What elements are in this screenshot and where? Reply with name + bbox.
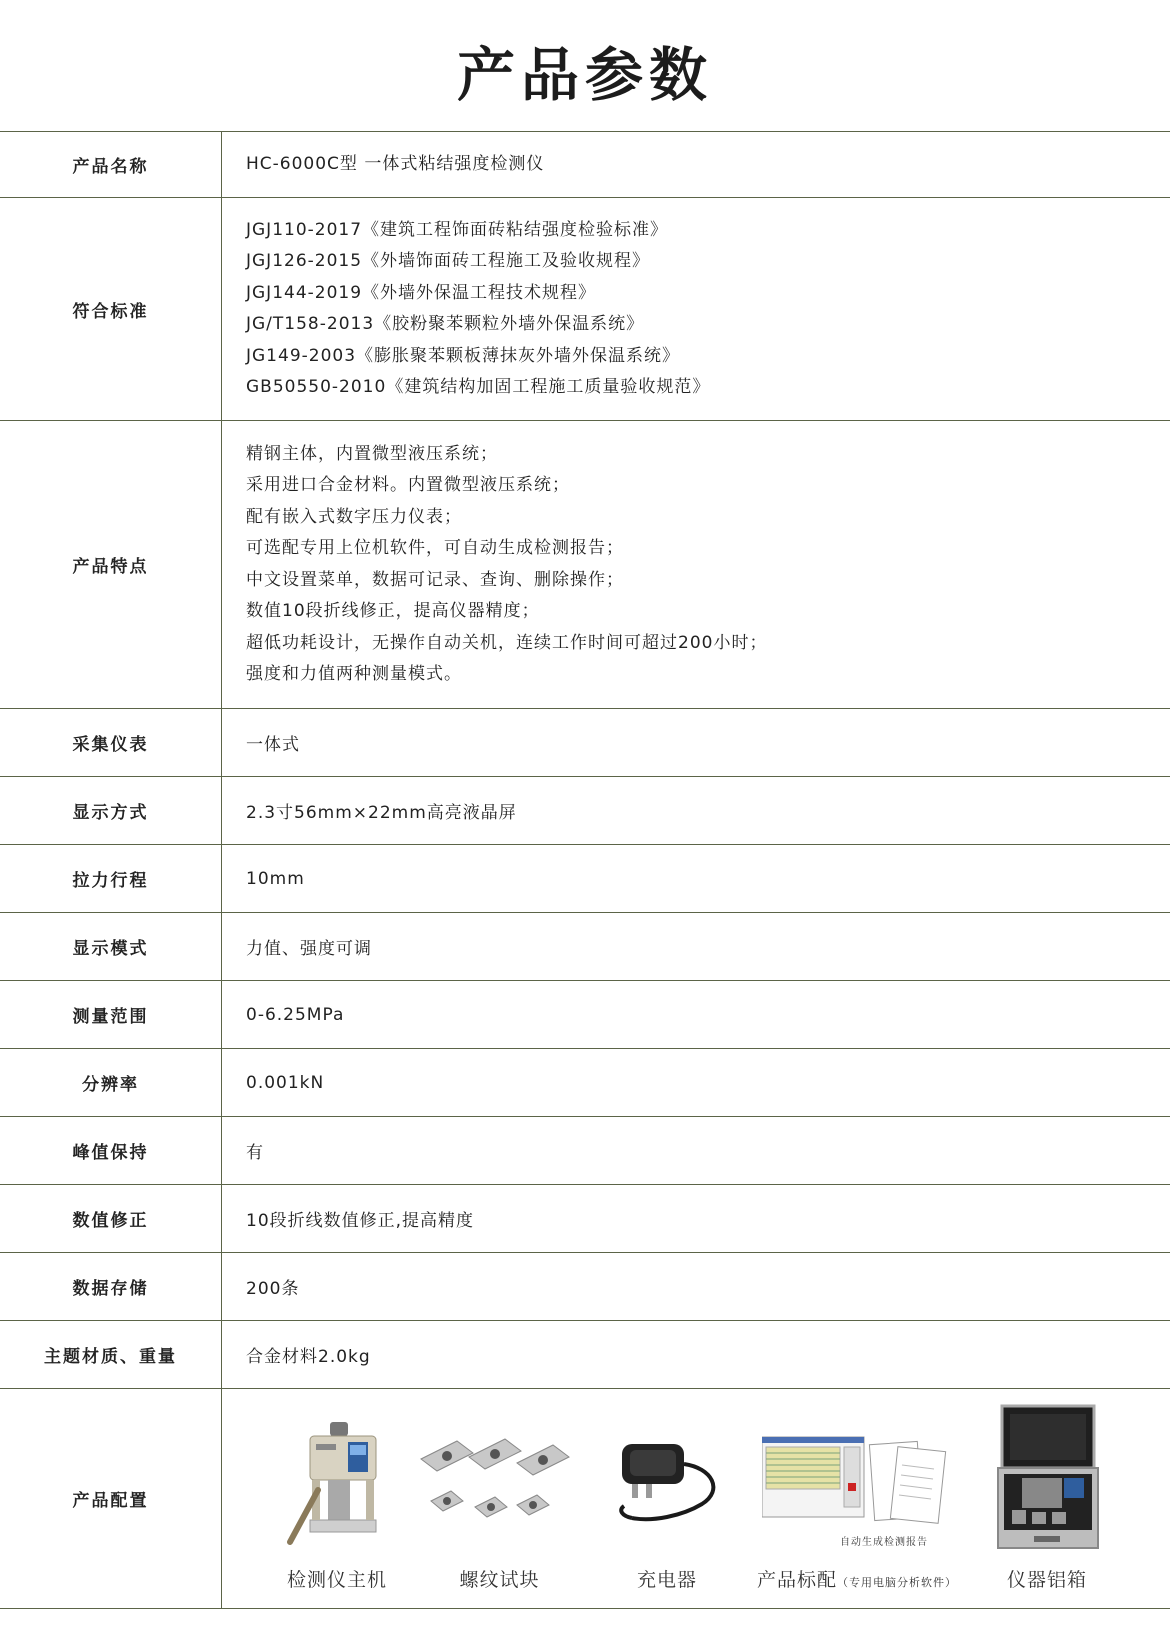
row-label: 数值修正 [0, 1185, 222, 1253]
row-value [222, 132, 1170, 198]
table-row [0, 421, 1170, 709]
value-line: 可选配专用上位机软件，可自动生成检测报告； [246, 538, 624, 558]
row-value: 200条 [222, 1253, 1170, 1321]
row-value: 合金材料2.0kg [222, 1321, 1170, 1389]
table-row [0, 913, 1170, 981]
value-line: JG149-2003《膨胀聚苯颗板薄抹灰外墙外保温系统》 [246, 345, 681, 366]
row-label: 采集仪表 [0, 709, 222, 777]
row-label: 主题材质、重量 [0, 1321, 222, 1389]
config-item-name: 充电器 [636, 1568, 697, 1591]
config-item [982, 1390, 1112, 1608]
row-label: 分辨率 [0, 1049, 222, 1117]
table-row [0, 845, 1170, 913]
table-row [0, 777, 1170, 845]
config-item-caption: 自动生成检测报告 [840, 1536, 928, 1548]
table-row [0, 1253, 1170, 1321]
row-label: 符合标准 [0, 198, 222, 421]
config-item-name: 检测仪主机 [286, 1568, 387, 1591]
row-value: 力值、强度可调 [222, 913, 1170, 981]
config-item [267, 1390, 407, 1608]
row-label: 显示方式 [0, 777, 222, 845]
row-value: 0.001kN [222, 1049, 1170, 1117]
config-item [412, 1390, 587, 1608]
table-row [0, 1185, 1170, 1253]
value-line: GB50550-2010《建筑结构加固工程施工质量验收规范》 [246, 377, 711, 397]
row-value [222, 198, 1170, 421]
value-line: 配有嵌入式数字压力仪表； [246, 506, 462, 527]
value-line: JGJ110-2017《建筑工程饰面砖粘结强度检验标准》 [246, 219, 669, 240]
row-label: 产品配置 [0, 1389, 222, 1609]
page-title: 产品参数 [456, 41, 713, 109]
value-line: 数值10段折线修正，提高仪器精度； [246, 601, 540, 621]
charger-icon [612, 1440, 727, 1530]
table-row [0, 709, 1170, 777]
value-line: 精钢主体，内置微型液压系统； [246, 443, 498, 464]
row-value: 有 [222, 1117, 1170, 1185]
aluminum-case-icon [992, 1404, 1102, 1554]
row-label: 产品名称 [0, 132, 222, 198]
config-item [742, 1390, 972, 1608]
value-line: JG/T158-2013《胶粉聚苯颗粒外墙外保温系统》 [246, 314, 645, 334]
threaded-blocks-icon [417, 1435, 582, 1545]
table-row [0, 132, 1170, 198]
table-row [0, 1389, 1170, 1609]
row-label: 数据存储 [0, 1253, 222, 1321]
row-value [222, 421, 1170, 709]
table-row [0, 1117, 1170, 1185]
value-line: JGJ144-2019《外墙外保温工程技术规程》 [246, 282, 597, 303]
config-item [592, 1390, 742, 1608]
value-line: 超低功耗设计，无操作自动关机，连续工作时间可超过200小时； [246, 632, 768, 653]
config-item-note: （专用电脑分析软件） [837, 1575, 957, 1589]
row-label: 峰值保持 [0, 1117, 222, 1185]
value-line: 中文设置菜单，数据可记录、查询、删除操作； [246, 569, 624, 590]
row-label: 产品特点 [0, 421, 222, 709]
row-value: 一体式 [222, 709, 1170, 777]
row-value: 2.3寸56mm×22mm高亮液晶屏 [222, 777, 1170, 845]
table-row [0, 1321, 1170, 1389]
software-report-icon [762, 1435, 952, 1525]
config-item-name: 产品标配（专用电脑分析软件） [756, 1568, 957, 1591]
config-cell [222, 1389, 1170, 1609]
config-item-name: 仪器铝箱 [1006, 1568, 1087, 1591]
spec-table [0, 131, 1170, 1609]
table-row [0, 198, 1170, 421]
row-value: 0-6.25MPa [222, 981, 1170, 1049]
row-label: 测量范围 [0, 981, 222, 1049]
table-row [0, 1049, 1170, 1117]
row-value: 10段折线数值修正,提高精度 [222, 1185, 1170, 1253]
value-line: 强度和力值两种测量模式。 [246, 664, 462, 684]
config-gallery [222, 1390, 1170, 1608]
config-item-name: 螺纹试块 [459, 1568, 540, 1591]
table-row [0, 981, 1170, 1049]
value-line: HC-6000C型 一体式粘结强度检测仪 [246, 153, 545, 174]
row-value: 10mm [222, 845, 1170, 913]
tester-device-icon [282, 1420, 397, 1550]
value-line: JGJ126-2015《外墙饰面砖工程施工及验收规程》 [246, 251, 651, 271]
row-label: 显示模式 [0, 913, 222, 981]
row-label: 拉力行程 [0, 845, 222, 913]
value-line: 采用进口合金材料。内置微型液压系统； [246, 475, 570, 495]
